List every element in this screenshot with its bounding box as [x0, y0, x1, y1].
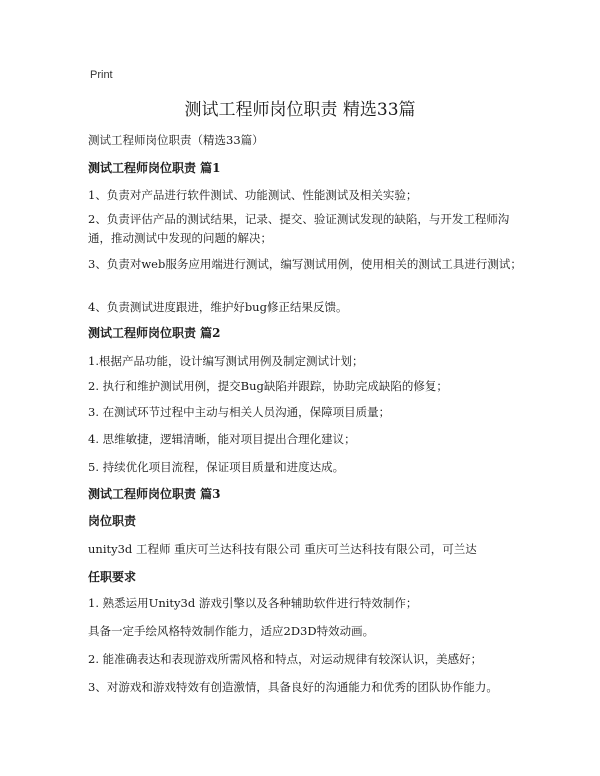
- subtitle: 测试工程师岗位职责（精选33篇）: [88, 133, 264, 147]
- list-item: 1、负责对产品进行软件测试、功能测试、性能测试及相关实验；: [88, 188, 418, 202]
- page-title: 测试工程师岗位职责 精选33篇: [184, 100, 416, 120]
- list-item: 3、对游戏和游戏特效有创造激情，具备良好的沟通能力和优秀的团队协作能力。: [88, 680, 498, 694]
- print-label[interactable]: Print: [90, 69, 113, 81]
- list-item: 1.根据产品功能，设计编写测试用例及制定测试计划；: [88, 354, 364, 368]
- list-item: 2. 执行和维护测试用例，提交Bug缺陷并跟踪，协助完成缺陷的修复；: [88, 379, 448, 393]
- list-item: 4. 思维敏捷，逻辑清晰，能对项目提出合理化建议；: [88, 432, 356, 446]
- list-item: 5. 持续优化项目流程，保证项目质量和进度达成。: [88, 460, 345, 474]
- subheading-requirements: 任职要求: [88, 570, 137, 584]
- list-item: 4、负责测试进度跟进，维护好bug修正结果反馈。: [88, 300, 348, 314]
- section-heading-1: 测试工程师岗位职责 篇1: [88, 161, 221, 175]
- list-item: 具备一定手绘风格特效制作能力，适应2D3D特效动画。: [88, 624, 375, 638]
- list-item: 1. 熟悉运用Unity3d 游戏引擎以及各种辅助软件进行特效制作；: [88, 596, 418, 610]
- section-heading-2: 测试工程师岗位职责 篇2: [88, 326, 221, 340]
- list-item: 3. 在测试环节过程中主动与相关人员沟通，保障项目质量；: [88, 405, 391, 419]
- company-line: unity3d 工程师 重庆可兰达科技有限公司 重庆可兰达科技有限公司，可兰达: [88, 542, 477, 556]
- subheading-duties: 岗位职责: [88, 514, 137, 528]
- list-item: 3、负责对web服务应用端进行测试，编写测试用例，使用相关的测试工具进行测试；: [88, 257, 522, 271]
- list-item: 2. 能准确表达和表现游戏所需风格和特点，对运动规律有较深认识，美感好；: [88, 652, 483, 666]
- section-heading-3: 测试工程师岗位职责 篇3: [88, 487, 221, 501]
- list-item: 2、负责评估产品的测试结果，记录、提交、验证测试发现的缺陷，与开发工程师沟通，推动测试中发现的问题的解决；: [88, 212, 510, 245]
